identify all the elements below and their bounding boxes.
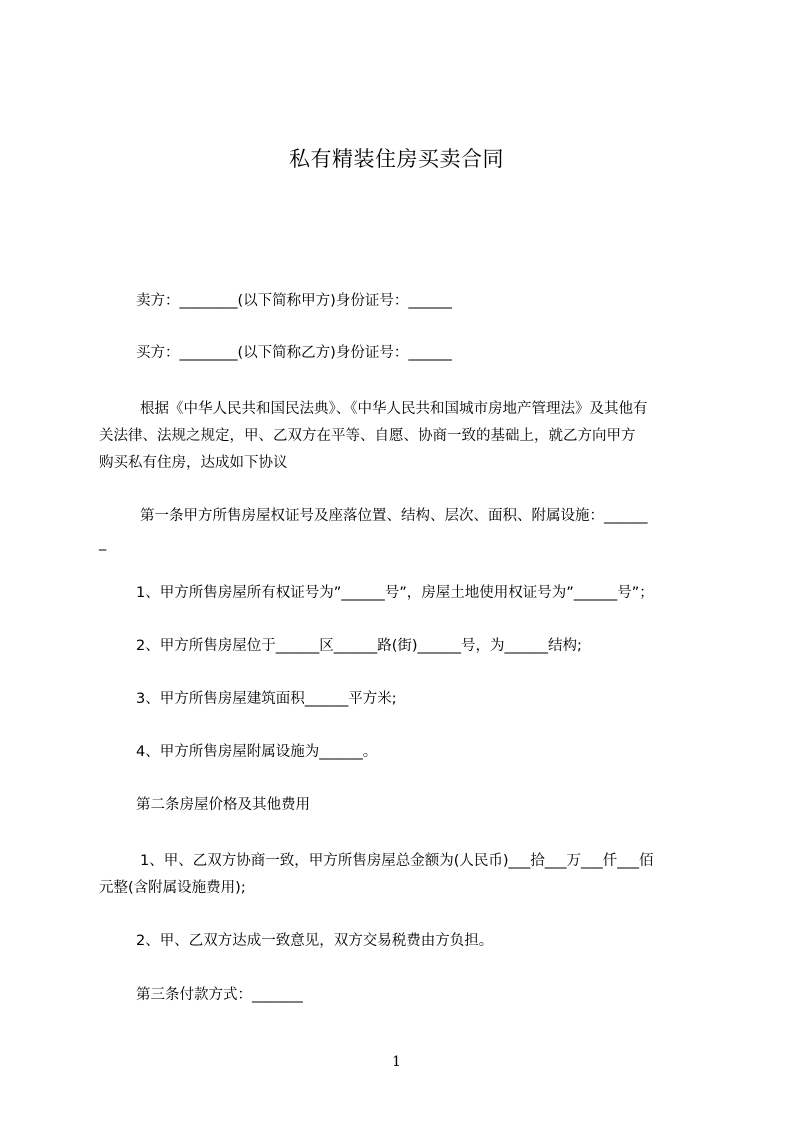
- article1-heading-line-1: 第一条甲方所售房屋权证号及座落位置、结构、层次、面积、附属设施：______: [140, 508, 648, 524]
- buyer-line: 买方：________(以下简称乙方)身份证号：______: [136, 345, 452, 361]
- article3-heading: 第三条付款方式：_______: [136, 987, 303, 1003]
- article1-item-1: 1、甲方所售房屋所有权证号为”______号”，房屋土地使用权证号为”______号”；: [136, 585, 654, 601]
- article1-item-3: 3、甲方所售房屋建筑面积______平方米;: [136, 691, 397, 707]
- article1-item-2: 2、甲方所售房屋位于______区______路(街)______号，为______结构;: [136, 638, 582, 654]
- preamble-line-2: 关法律、法规之规定，甲、乙双方在平等、自愿、协商一致的基础上，就乙方向甲方: [99, 428, 636, 444]
- article2-heading: 第二条房屋价格及其他费用: [136, 797, 310, 813]
- page-number: 1: [392, 1054, 401, 1070]
- document-title: 私有精装住房买卖合同: [289, 147, 504, 171]
- seller-line: 卖方：________(以下简称甲方)身份证号：______: [136, 293, 452, 309]
- article2-item1-line-1: 1、甲、乙双方协商一致，甲方所售房屋总金额为(人民币)___拾___万___仟___佰: [140, 853, 654, 869]
- article1-item-4: 4、甲方所售房屋附属设施为______。: [136, 744, 378, 760]
- preamble-line-3: 购买私有住房，达成如下协议: [99, 455, 288, 471]
- preamble-line-1: 根据《中华人民共和国民法典》、《中华人民共和国城市房地产管理法》及其他有: [140, 401, 648, 417]
- article2-item1-line-2: 元整(含附属设施费用);: [99, 880, 246, 896]
- article1-heading-line-2: _: [99, 535, 107, 551]
- article2-item-2: 2、甲、乙双方达成一致意见，双方交易税费由方负担。: [136, 933, 494, 949]
